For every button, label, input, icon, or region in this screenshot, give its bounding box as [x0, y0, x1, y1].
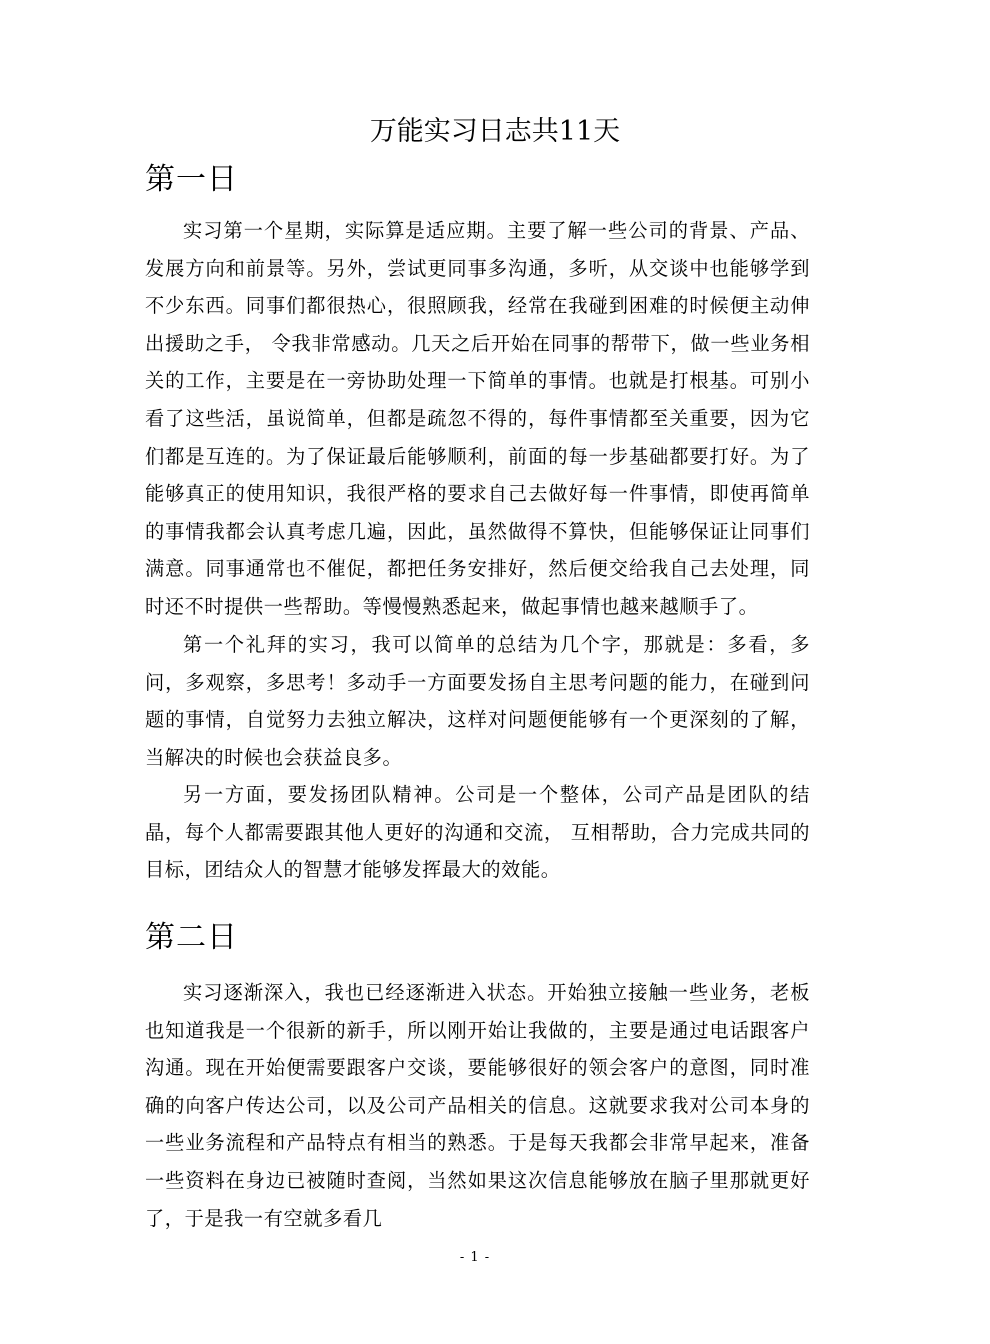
section-heading-day-1: 第一日	[145, 162, 238, 197]
section-heading-day-2: 第二日	[145, 920, 238, 955]
paragraph-day-1-1: 实习第一个星期，实际算是适应期。主要了解一些公司的背景、产品、发展方向和前景等。另外，尝试更同事多沟通，多听，从交谈中也能够学到不少东西。同事们都很热心，很照顾我，经常在我碰到困难的时候便主动伸出援助之手， 令我非常感动。几天之后开始在同事的帮带下，做一些业务相关的工作，主要是在一旁协助处理一下简单的事情。也就是打根基。可别小看了这些活，虽说简单，但都是疏忽不得的，每件事情都至关重要，因为它们都是互连的。为了保证最后能够顺利，前面的每一步基础都要打好。为了能够真正的使用知识，我很严格的要求自己去做好每一件事情，即使再简单的事情我都会认真考虑几遍，因此，虽然做得不算快，但能够保证让同事们满意。同事通常也不催促，都把任务安排好，然后便交给我自己去处理，同时还不时提供一些帮助。等慢慢熟悉起来，做起事情也越来越顺手了。	[145, 219, 810, 618]
document-title: 万能实习日志共11天	[369, 116, 621, 147]
paragraph-day-1-2: 第一个礼拜的实习，我可以简单的总结为几个字，那就是：多看，多问，多观察，多思考！多动手一方面要发扬自主思考问题的能力，在碰到问题的事情，自觉努力去独立解决，这样对问题便能够有一个更深刻的了解，当解决的时候也会获益良多。	[145, 633, 810, 769]
page-number: - 1 -	[459, 1250, 491, 1265]
paragraph-day-1-3: 另一方面，要发扬团队精神。公司是一个整体，公司产品是团队的结晶，每个人都需要跟其他人更好的沟通和交流， 互相帮助，合力完成共同的目标，团结众人的智慧才能够发挥最大的效能。	[145, 783, 810, 882]
paragraph-day-2-1: 实习逐渐深入，我也已经逐渐进入状态。开始独立接触一些业务，老板也知道我是一个很新的新手，所以刚开始让我做的，主要是通过电话跟客户沟通。现在开始便需要跟客户交谈，要能够很好的领会客户的意图，同时准确的向客户传达公司，以及公司产品相关的信息。这就要求我对公司本身的一些业务流程和产品特点有相当的熟悉。于是每天我都会非常早起来，准备一些资料在身边已被随时查阅，当然如果这次信息能够放在脑子里那就更好了，于是我一有空就多看几	[145, 981, 810, 1230]
